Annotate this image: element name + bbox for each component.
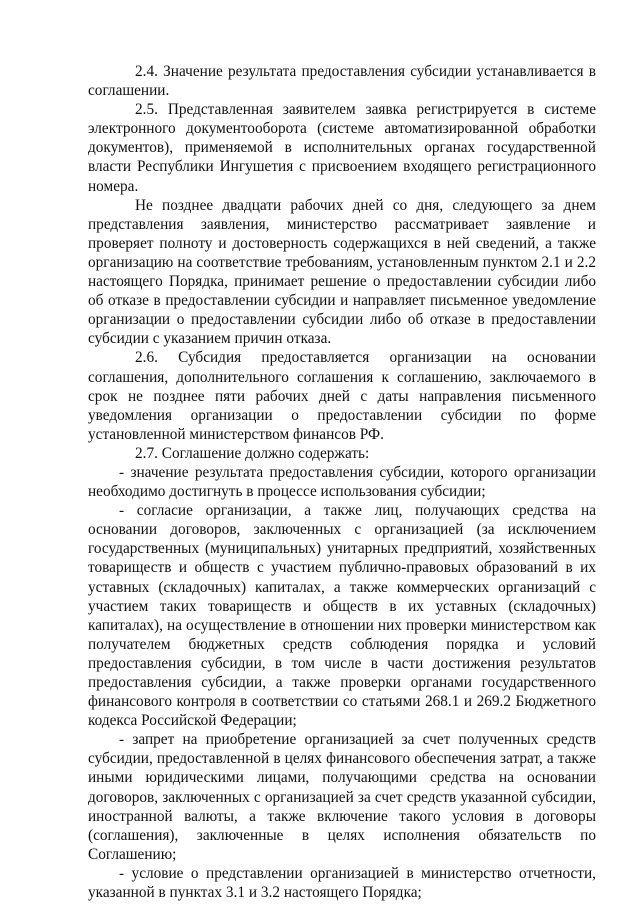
paragraph-2-6: 2.6. Субсидия предоставляется организации на основании соглашения, дополнительного соглашения к соглашению, заключаемого в срок не позднее пяти рабочих дней с даты направления письменного уведомления организации о предоставлении субсидии по форме установленной министерством финансов РФ.: [88, 349, 596, 443]
paragraph-2-4: 2.4. Значение результата предоставления субсидии устанавливается в соглашении.: [88, 63, 596, 100]
list-item-reporting: - условие о представлении организацией в министерство отчетности, указанной в пунктах 3.1 и 3.2 настоящего Порядка;: [88, 864, 596, 902]
list-item-currency-ban: - запрет на приобретение организацией за счет полученных средств субсидии, предоставленной в целях финансового обеспечения затрат, а также иными юридическими лицами, получающими средства на основании договоров, заключенных с организацией за счет средств указанной субсидии, иностранной валюты, а также включение такого условия в договоры (соглашения), заключенные в целях исполнения обязательств по Соглашению;: [88, 731, 596, 863]
list-item-consent: - согласие организации, а также лиц, получающих средства на основании договоров, заключенных с организацией (за исключением государственных (муниципальных) унитарных предприятий, хозяйственных товариществ и обществ с участием публично-правовых образований в их уставных (складочных) капиталах, а также коммерческих организаций с участием таких товариществ и обществ в их уставных (складочных) капиталах), на осуществление в отношении них проверки министерством как получателем бюджетных средств соблюдения порядка и условий предоставления субсидии, в том числе в части достижения результатов предоставления субсидии, а также проверки органами государственного финансового контроля в соответствии со статьями 268.1 и 269.2 Бюджетного кодекса Российской Федерации;: [88, 502, 596, 730]
list-item-result-value: - значение результата предоставления субсидии, которого организации необходимо достигнуть в процессе использования субсидии;: [88, 463, 596, 501]
paragraph-2-5: 2.5. Представленная заявителем заявка регистрируется в системе электронного документооборота (системе автоматизированной обработки документов), применяемой в исполнительных органах государственной власти Республики Ингушетия с присвоением входящего регистрационного номера.: [88, 101, 596, 195]
document-page: [88, 62, 596, 902]
paragraph-review-terms: Не позднее двадцати рабочих дней со дня, следующего за днем представления заявления, министерство рассматривает заявление и проверяет полноту и достоверность содержащихся в ней сведений, а также организацию на соответствие требованиям, установленным пунктом 2.1 и 2.2 настоящего Порядка, принимает решение о предоставлении субсидии либо об отказе в предоставлении субсидии и направляет письменное уведомление организации о предоставлении субсидии либо об отказе в предоставлении субсидии с указанием причин отказа.: [88, 196, 596, 348]
paragraph-2-7: 2.7. Соглашение должно содержать:: [135, 444, 370, 462]
